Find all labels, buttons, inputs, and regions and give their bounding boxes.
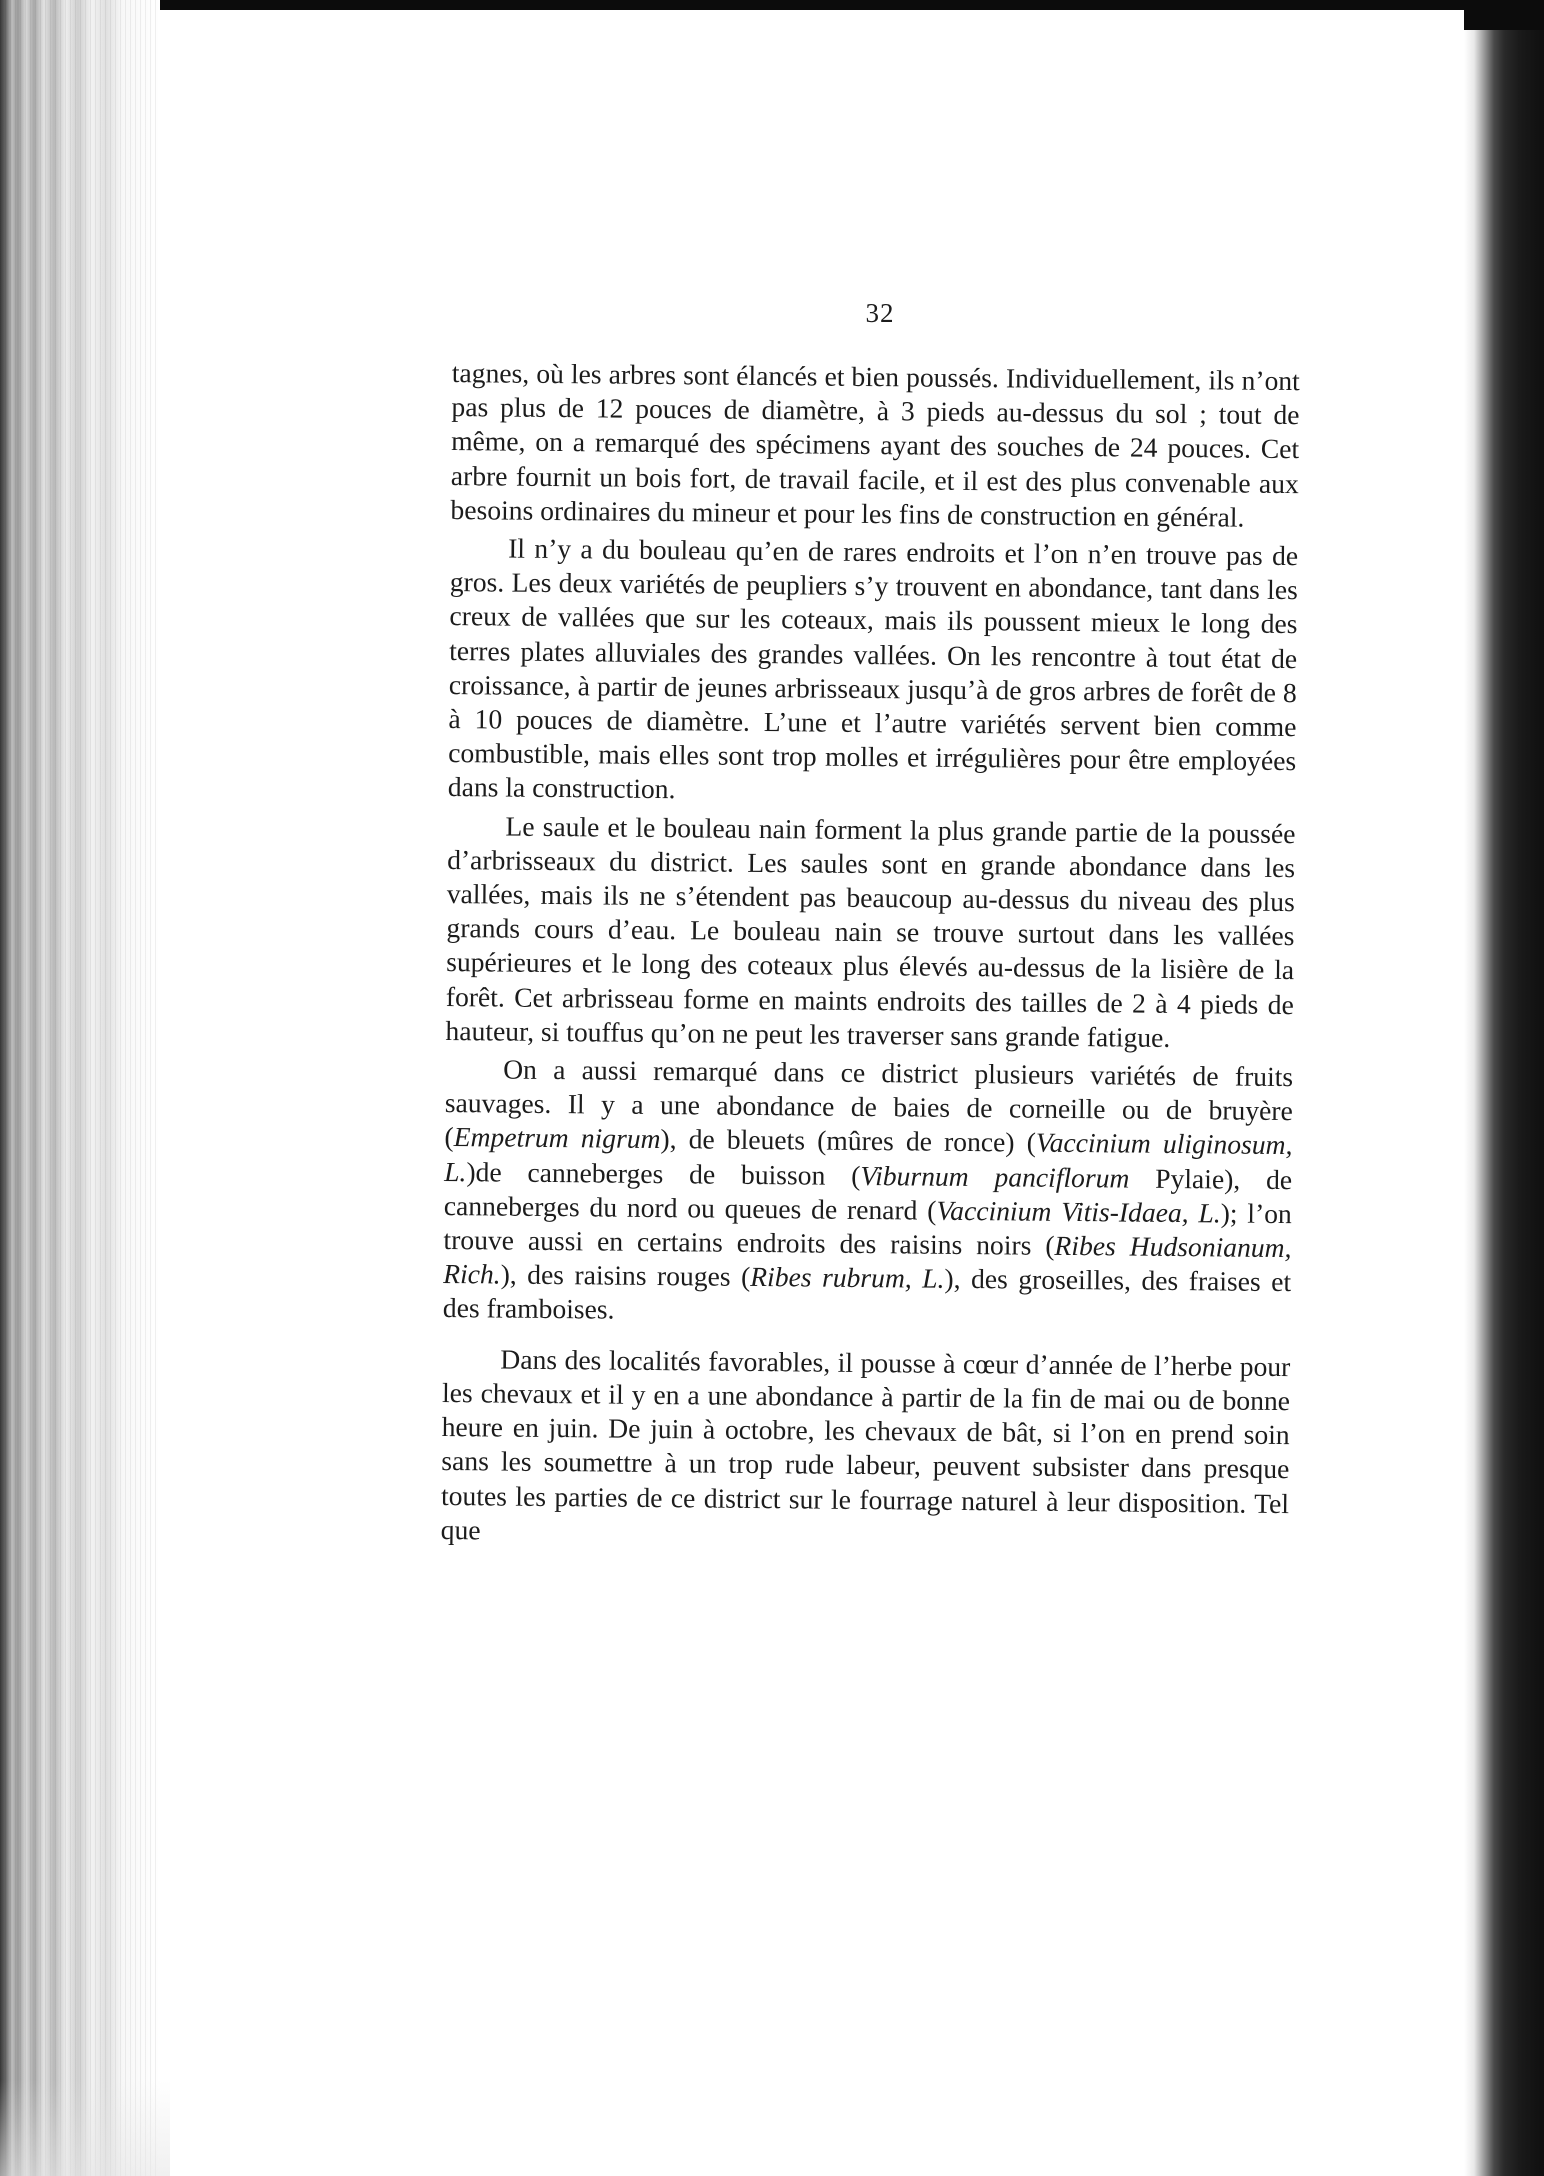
paragraph: [443, 1052, 1294, 1334]
paragraph: [450, 356, 1300, 535]
italic-species-name: Vaccinium uliginosum, L.: [444, 1127, 1293, 1187]
text-run: Dans des localités favorables, il pousse à cœur d’année de l’herbe pour les chevaux et il y en a une abondance à partir de la fin de mai ou de bonne heure en juin. De juin à octobre, les chevaux de bât, si l’on en prend soin sans les soumettre à un trop rude labeur, peuvent subsister dans presque toutes les parties de ce district sur le fourrage naturel à leur disposition. Tel que: [440, 1343, 1291, 1546]
page-number: 32: [865, 298, 895, 328]
italic-species-name: Ribes Hudsonianum, Rich.: [443, 1229, 1292, 1290]
text-run: On a aussi remarqué dans ce district plusieurs variétés de fruits sauvages. Il y a une abondance de baies de corneille ou de bruyère (: [444, 1053, 1294, 1153]
book-page-edges: [0, 0, 160, 2176]
text-run: )de canneberges de buisson (: [466, 1155, 861, 1191]
body-text: [441, 356, 1300, 1555]
scan-top-border: [0, 0, 1544, 10]
text-run: Le saule et le bouleau nain forment la plus grande partie de la poussée d’arbrisseaux du district. Les saules sont en grande abondance dans les vallées, mais ils ne s’étendent pas beaucoup au-dessus du niveau des plus grands cours d’eau. Le bouleau nain se trouve surtout dans les vallées supérieures et le long des coteaux plus élevés au-dessus de la lisière de la forêt. Cet arbrisseau forme en maints endroits des tailles de 2 à 4 pieds de hauteur, si touffus qu’on ne peut les traverser sans grande fatigue.: [445, 810, 1296, 1053]
italic-species-name: Ribes rubrum, L.: [750, 1261, 945, 1295]
book-page-edges-bottom: [0, 2080, 170, 2176]
italic-species-name: Viburnum panciflorum: [860, 1159, 1130, 1194]
paragraph: [448, 531, 1299, 813]
text-run: Il n’y a du bouleau qu’en de rares endroits et l’on n’en trouve pas de gros. Les deux variétés de peupliers s’y trouvent en abondance, tant dans les creux de vallées que sur les coteaux, mais ils poussent mieux le long des terres plates alluviales des grandes vallées. On les rencontre à tout état de croissance, à partir de jeunes arbrisseaux jusqu’à de gros arbres de forêt de 8 à 10 pouces de diamètre. L’une et l’autre variétés servent bien comme combustible, mais elles sont trop molles et irrégulières pour être employées dans la construction.: [447, 532, 1299, 805]
text-run: ), des groseilles, des fraises et des framboises.: [442, 1263, 1292, 1326]
paragraph: [441, 1342, 1291, 1555]
paragraph: [445, 809, 1295, 1057]
text-run: ); l’on trouve aussi en certains endroits des raisins noirs (: [443, 1197, 1292, 1261]
italic-species-name: Empetrum nigrum: [453, 1121, 661, 1155]
binding-gutter-shadow: [1464, 30, 1544, 2176]
text-run: ), des raisins rouges (: [500, 1258, 751, 1293]
italic-species-name: Vaccinium Vitis-Idaea, L.: [936, 1194, 1221, 1229]
text-run: ), de bleuets (mûres de ronce) (: [660, 1123, 1037, 1159]
text-run: Pylaie), de canneberges du nord ou queues de renard (: [443, 1162, 1293, 1226]
text-run: tagnes, où les arbres sont élancés et bien poussés. Individuellement, ils n’ont pas plus de 12 pouces de diamètre, à 3 pieds au-dessus du sol ; tout de même, on a remarqué des spécimens ayant des souches de 24 pouces. Cet arbre fournit un bois fort, de travail facile, et il est des plus convenable aux besoins ordinaires du mineur et pour les fins de construction en général.: [450, 356, 1300, 533]
